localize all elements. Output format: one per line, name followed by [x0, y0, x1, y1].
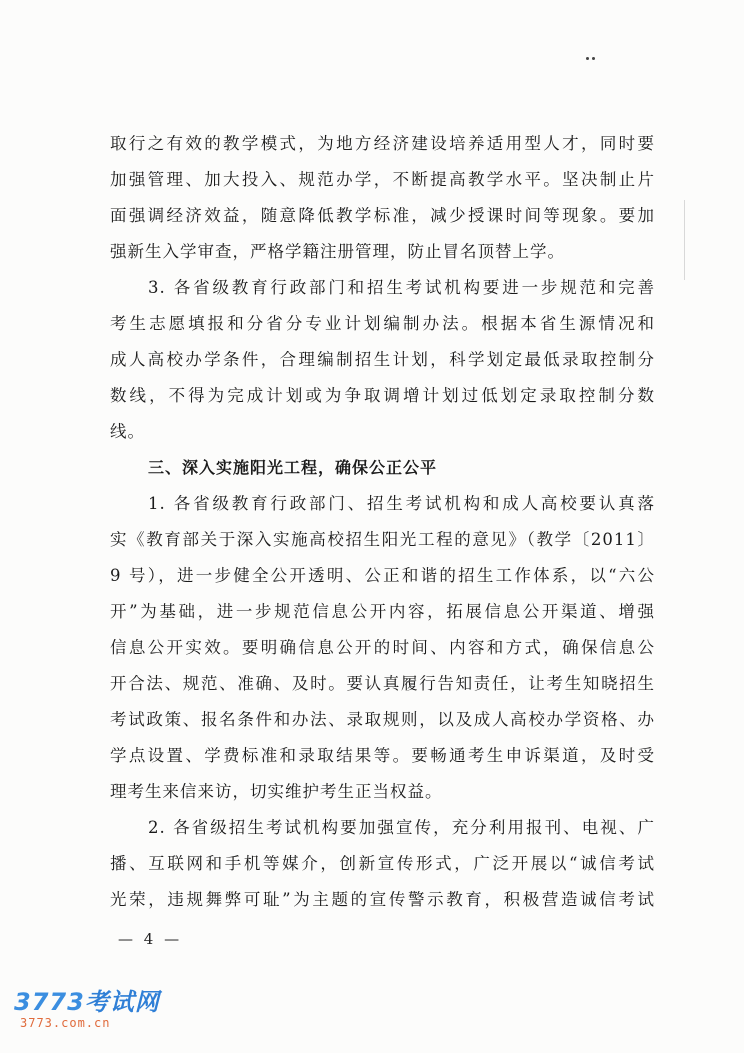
- text-line: 强新生入学审查，严格学籍注册管理，防止冒名顶替上学。: [110, 242, 565, 261]
- text-line: 3. 各省级教育行政部门和招生考试机构要进一步规范和完善: [148, 278, 655, 297]
- text-line: 面强调经济效益，随意降低教学标准，减少授课时间等现象。要加: [110, 206, 655, 225]
- section-heading: 三、深入实施阳光工程，确保公正公平: [148, 458, 438, 477]
- body-text: [110, 126, 655, 918]
- text-line: 取行之有效的教学模式，为地方经济建设培养适用型人才，同时要: [110, 134, 655, 153]
- page-number: — 4 —: [118, 930, 183, 948]
- text-line: 9 号），进一步健全公开透明、公正和谐的招生工作体系，以“六公: [110, 566, 655, 585]
- scan-edge-line: [684, 200, 685, 280]
- watermark-url: 3773.com.cn: [20, 1016, 111, 1030]
- text-line: 考试政策、报名条件和办法、录取规则，以及成人高校办学资格、办: [110, 710, 655, 729]
- watermark-logo-text: 考试网: [84, 988, 160, 1016]
- text-line: 数线，不得为完成计划或为争取调增计划过低划定录取控制分数: [110, 386, 655, 405]
- text-line: 1. 各省级教育行政部门、招生考试机构和成人高校要认真落: [148, 494, 655, 513]
- text-line: 线。: [110, 422, 145, 441]
- text-line: 2. 各省级招生考试机构要加强宣传，充分利用报刊、电视、广: [148, 818, 655, 837]
- watermark-logo-number: 3773: [14, 988, 85, 1016]
- text-line: 学点设置、学费标准和录取结果等。要畅通考生申诉渠道，及时受: [110, 746, 655, 765]
- text-line: 考生志愿填报和分省分专业计划编制办法。根据本省生源情况和: [110, 314, 655, 333]
- watermark-logo: [14, 990, 194, 1014]
- text-line: 光荣，违规舞弊可耻”为主题的宣传警示教育，积极营造诚信考试: [110, 890, 655, 909]
- text-line: 加强管理、加大投入、规范办学，不断提高教学水平。坚决制止片: [110, 170, 655, 189]
- text-line: 开”为基础，进一步规范信息公开内容，拓展信息公开渠道、增强: [110, 602, 655, 621]
- scan-mark: [586, 52, 598, 62]
- text-line: 成人高校办学条件，合理编制招生计划，科学划定最低录取控制分: [110, 350, 655, 369]
- text-line: 实《教育部关于深入实施高校招生阳光工程的意见》（教学〔2011〕: [110, 530, 655, 549]
- text-line: 播、互联网和手机等媒介，创新宣传形式，广泛开展以“诚信考试: [110, 854, 655, 873]
- text-line: 开合法、规范、准确、及时。要认真履行告知责任，让考生知晓招生: [110, 674, 655, 693]
- site-watermark: [14, 990, 194, 1036]
- text-line: 信息公开实效。要明确信息公开的时间、内容和方式，确保信息公: [110, 638, 655, 657]
- text-line: 理考生来信来访，切实维护考生正当权益。: [110, 782, 443, 801]
